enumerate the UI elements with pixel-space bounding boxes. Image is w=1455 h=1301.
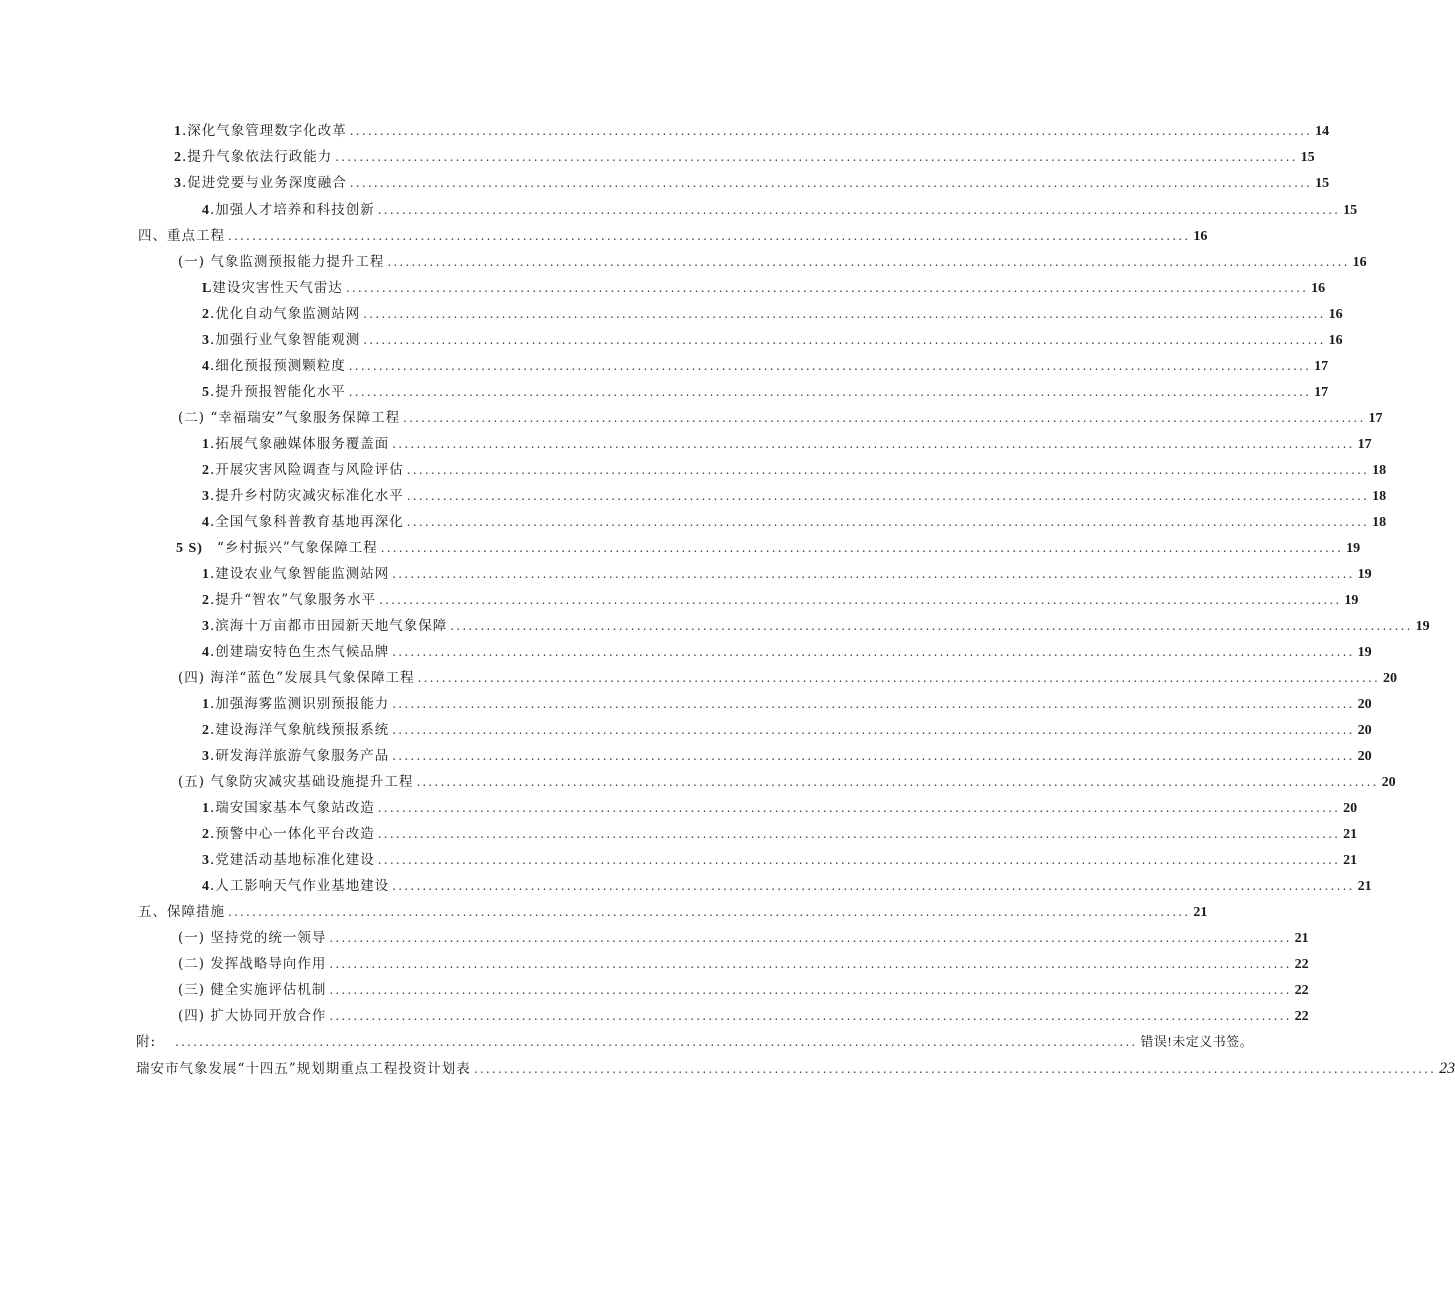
toc-number: 4 (202, 879, 210, 894)
toc-page: 21 (1343, 827, 1358, 842)
toc-title: .加强人才培养和科技创新 (210, 202, 375, 218)
toc-page: 15 (1343, 203, 1358, 218)
toc-title: .细化预报预测颗粒度 (210, 358, 346, 374)
toc-page: 17 (1314, 385, 1329, 400)
toc-number: 5 S) (176, 541, 203, 556)
toc-entry[interactable] (202, 720, 1372, 741)
toc-page: 15 (1315, 176, 1330, 191)
toc-number: 1 (174, 124, 182, 139)
toc-title: .党建活动基地标准化建设 (210, 852, 375, 868)
leader-dots: ................................................................................................................................................................ (228, 229, 1191, 243)
leader-dots: ................................................................................................................................................................ (392, 567, 1355, 581)
toc-entry[interactable] (178, 954, 1309, 975)
leader-dots: ................................................................................................................................................................ (377, 853, 1341, 867)
toc-title: .提升预报智能化水平 (210, 384, 346, 400)
toc-entry[interactable] (178, 668, 1397, 689)
leader-dots: ................................................................................................................................................................ (392, 879, 1355, 893)
toc-entry[interactable] (202, 434, 1372, 455)
toc-page: 21 (1343, 853, 1358, 868)
toc-title: .瑞安国家基本气象站改造 (210, 800, 375, 816)
toc-title: .人工影响天气作业基地建设 (210, 878, 390, 894)
toc-number: 3 (202, 619, 210, 634)
leader-dots: ................................................................................................................................................................ (329, 931, 1292, 945)
toc-page: 16 (1193, 229, 1208, 244)
toc-entry[interactable] (178, 408, 1383, 429)
toc-title: .全国气象科普教育基地再深化 (210, 514, 404, 530)
toc-title: (三) 健全实施评估机制 (178, 982, 327, 998)
toc-number: 4 (202, 203, 210, 218)
toc-title: .滨海十万亩都市田园新天地气象保障 (210, 618, 448, 634)
toc-entry[interactable] (202, 694, 1372, 715)
toc-entry[interactable] (136, 1059, 1455, 1079)
toc-title: “乡村振兴”气象保障工程 (216, 540, 378, 556)
toc-number: 2 (202, 307, 210, 322)
toc-title: 四、重点工程 (138, 228, 225, 244)
toc-number: 1 (202, 801, 210, 816)
toc-page: 错误!未定义书签。 (1140, 1034, 1254, 1049)
toc-title: (四) 扩大协同开放合作 (178, 1008, 327, 1024)
toc-number: 3 (202, 333, 210, 348)
toc-page: 15 (1300, 150, 1315, 165)
toc-number: 3 (174, 176, 182, 191)
toc-number: L (202, 281, 213, 296)
toc-page: 16 (1328, 333, 1343, 348)
toc-title: .开展灾害风险调查与风险评估 (210, 462, 404, 478)
toc-entry[interactable] (202, 304, 1343, 325)
leader-dots: ................................................................................................................................................................ (175, 1035, 1138, 1049)
leader-dots: ................................................................................................................................................................ (392, 723, 1355, 737)
toc-entry[interactable] (202, 616, 1430, 637)
leader-dots: ................................................................................................................................................................ (329, 983, 1292, 997)
toc-page: 21 (1193, 905, 1208, 920)
toc-page: 19 (1344, 593, 1359, 608)
leader-dots: ................................................................................................................................................................ (379, 593, 1342, 607)
toc-page: 21 (1294, 931, 1309, 946)
toc-title: .预警中心一体化平台改造 (210, 826, 375, 842)
toc-title: .加强海雾监测识别预报能力 (210, 696, 390, 712)
leader-dots: ................................................................................................................................................................ (228, 905, 1191, 919)
leader-dots: ................................................................................................................................................................ (335, 150, 1298, 164)
toc-title: (五) 气象防灾减灾基础设施提升工程 (178, 774, 414, 790)
leader-dots: ................................................................................................................................................................ (348, 385, 1312, 399)
toc-entry[interactable] (202, 200, 1358, 221)
toc-page: 16 (1311, 281, 1326, 296)
leader-dots: ................................................................................................................................................................ (403, 411, 1366, 425)
toc-number: 3 (202, 853, 210, 868)
toc-entry[interactable] (178, 1006, 1309, 1027)
toc-page: 19 (1357, 567, 1372, 582)
toc-entry[interactable] (202, 824, 1358, 845)
toc-page: 18 (1372, 515, 1387, 530)
toc-entry[interactable] (202, 330, 1343, 351)
toc-title: .加强行业气象智能观测 (210, 332, 361, 348)
toc-page: 16 (1352, 255, 1367, 270)
toc-number: 1 (202, 697, 210, 712)
toc-entry[interactable] (138, 902, 1208, 923)
toc-number: 2 (202, 593, 210, 608)
leader-dots: ................................................................................................................................................................ (387, 255, 1350, 269)
toc-page: 21 (1357, 879, 1372, 894)
toc-page: 17 (1368, 411, 1383, 426)
leader-dots: ................................................................................................................................................................ (349, 124, 1313, 138)
leader-dots: ................................................................................................................................................................ (473, 1062, 1437, 1076)
toc-entry[interactable] (202, 746, 1372, 767)
toc-entry[interactable] (138, 226, 1208, 247)
leader-dots: ................................................................................................................................................................ (377, 801, 1341, 815)
toc-entry[interactable] (202, 642, 1372, 663)
toc-entry[interactable] (176, 538, 1361, 559)
toc-entry[interactable] (202, 460, 1387, 481)
leader-dots: ................................................................................................................................................................ (329, 1009, 1292, 1023)
toc-entry[interactable] (202, 876, 1372, 897)
leader-dots: ................................................................................................................................................................ (406, 489, 1370, 503)
leader-dots: ................................................................................................................................................................ (392, 645, 1355, 659)
leader-dots: ................................................................................................................................................................ (392, 697, 1355, 711)
leader-dots: ................................................................................................................................................................ (450, 619, 1413, 633)
toc-title: 建设灾害性天气雷达 (212, 280, 343, 296)
toc-title: 附: (136, 1034, 157, 1050)
toc-entry[interactable] (202, 356, 1329, 377)
toc-page: 14 (1315, 124, 1330, 139)
leader-dots: ................................................................................................................................................................ (392, 749, 1355, 763)
toc-number: 1 (202, 437, 210, 452)
toc-page: 17 (1357, 437, 1372, 452)
toc-number: 4 (202, 359, 210, 374)
toc-title: (一) 气象监测预报能力提升工程 (178, 254, 385, 270)
toc-title: 瑞安市气象发展“十四五”规划期重点工程投资计划表 (136, 1061, 471, 1077)
leader-dots: ................................................................................................................................................................ (377, 827, 1341, 841)
toc-title: .建设农业气象智能监测站网 (210, 566, 390, 582)
toc-title: (二) 发挥战略导向作用 (178, 956, 327, 972)
toc-page: 19 (1415, 619, 1430, 634)
toc-title: (二) “幸福瑞安”气象服务保障工程 (178, 410, 401, 426)
toc-page: 17 (1314, 359, 1329, 374)
toc-page: 20 (1343, 801, 1358, 816)
toc-page: 20 (1357, 697, 1372, 712)
toc-title: .提升乡村防灾减灾标准化水平 (210, 488, 404, 504)
toc-page: 20 (1381, 775, 1396, 790)
toc-page: 20 (1382, 671, 1397, 686)
leader-dots: ................................................................................................................................................................ (363, 307, 1326, 321)
toc-title: 五、保障措施 (138, 904, 225, 920)
leader-dots: ................................................................................................................................................................ (417, 671, 1380, 685)
toc-title: .创建瑞安特色生杰气候品牌 (210, 644, 390, 660)
leader-dots: ................................................................................................................................................................ (406, 463, 1370, 477)
leader-dots: ................................................................................................................................................................ (416, 775, 1379, 789)
toc-number: 1 (202, 567, 210, 582)
toc-entry[interactable] (178, 928, 1309, 949)
toc-number: 2 (202, 723, 210, 738)
toc-entry[interactable] (202, 382, 1329, 403)
toc-title: .建设海洋气象航线预报系统 (210, 722, 390, 738)
leader-dots: ................................................................................................................................................................ (348, 359, 1312, 373)
toc-title: .促进党要与业务深度融合 (182, 175, 347, 191)
toc-title: (一) 坚持党的统一领导 (178, 930, 327, 946)
toc-number: 2 (174, 150, 182, 165)
toc-number: 4 (202, 515, 210, 530)
toc-title: .深化气象管理数字化改革 (182, 123, 347, 139)
toc-number: 2 (202, 463, 210, 478)
toc-page: 18 (1372, 489, 1387, 504)
toc-page: 22 (1294, 957, 1309, 972)
leader-dots: ................................................................................................................................................................ (349, 176, 1313, 190)
leader-dots: ................................................................................................................................................................ (377, 203, 1341, 217)
toc-title: .优化自动气象监测站网 (210, 306, 361, 322)
toc-number: 4 (202, 645, 210, 660)
toc-number: 3 (202, 489, 210, 504)
toc-page: 22 (1294, 1009, 1309, 1024)
leader-dots: ................................................................................................................................................................ (345, 281, 1309, 295)
toc-page: 20 (1357, 749, 1372, 764)
leader-dots: ................................................................................................................................................................ (406, 515, 1370, 529)
toc-number: 3 (202, 749, 210, 764)
toc-page: 22 (1294, 983, 1309, 998)
leader-dots: ................................................................................................................................................................ (392, 437, 1355, 451)
toc-page: 23 (1439, 1060, 1455, 1077)
leader-dots: ................................................................................................................................................................ (329, 957, 1292, 971)
toc-title: .研发海洋旅游气象服务产品 (210, 748, 390, 764)
toc-entry[interactable] (202, 278, 1326, 299)
toc-page: 20 (1357, 723, 1372, 738)
toc-entry[interactable] (202, 590, 1359, 611)
toc-page: 19 (1357, 645, 1372, 660)
toc-entry[interactable] (174, 147, 1315, 168)
toc-entry[interactable] (136, 1032, 1254, 1052)
toc-entry[interactable] (202, 486, 1387, 507)
toc-entry[interactable] (202, 850, 1358, 871)
toc-title: (四) 海洋“蓝色”发展具气象保障工程 (178, 670, 415, 686)
toc-entry[interactable] (178, 772, 1396, 793)
toc-entry[interactable] (174, 173, 1330, 194)
toc-title: .提升“智农”气象服务水平 (210, 592, 377, 608)
leader-dots: ................................................................................................................................................................ (363, 333, 1326, 347)
toc-title: .提升气象依法行政能力 (182, 149, 333, 165)
toc-title: .拓展气象融媒体服务覆盖面 (210, 436, 390, 452)
toc-entry[interactable] (178, 252, 1367, 273)
toc-page: 19 (1346, 541, 1361, 556)
toc-number: 5 (202, 385, 210, 400)
toc-page: 18 (1372, 463, 1387, 478)
toc-number: 2 (202, 827, 210, 842)
toc-entry[interactable] (202, 798, 1358, 819)
leader-dots: ................................................................................................................................................................ (380, 541, 1344, 555)
toc-page: 16 (1328, 307, 1343, 322)
toc-entry[interactable] (174, 121, 1330, 142)
toc-entry[interactable] (202, 512, 1387, 533)
toc-entry[interactable] (178, 980, 1309, 1001)
toc-entry[interactable] (202, 564, 1372, 585)
